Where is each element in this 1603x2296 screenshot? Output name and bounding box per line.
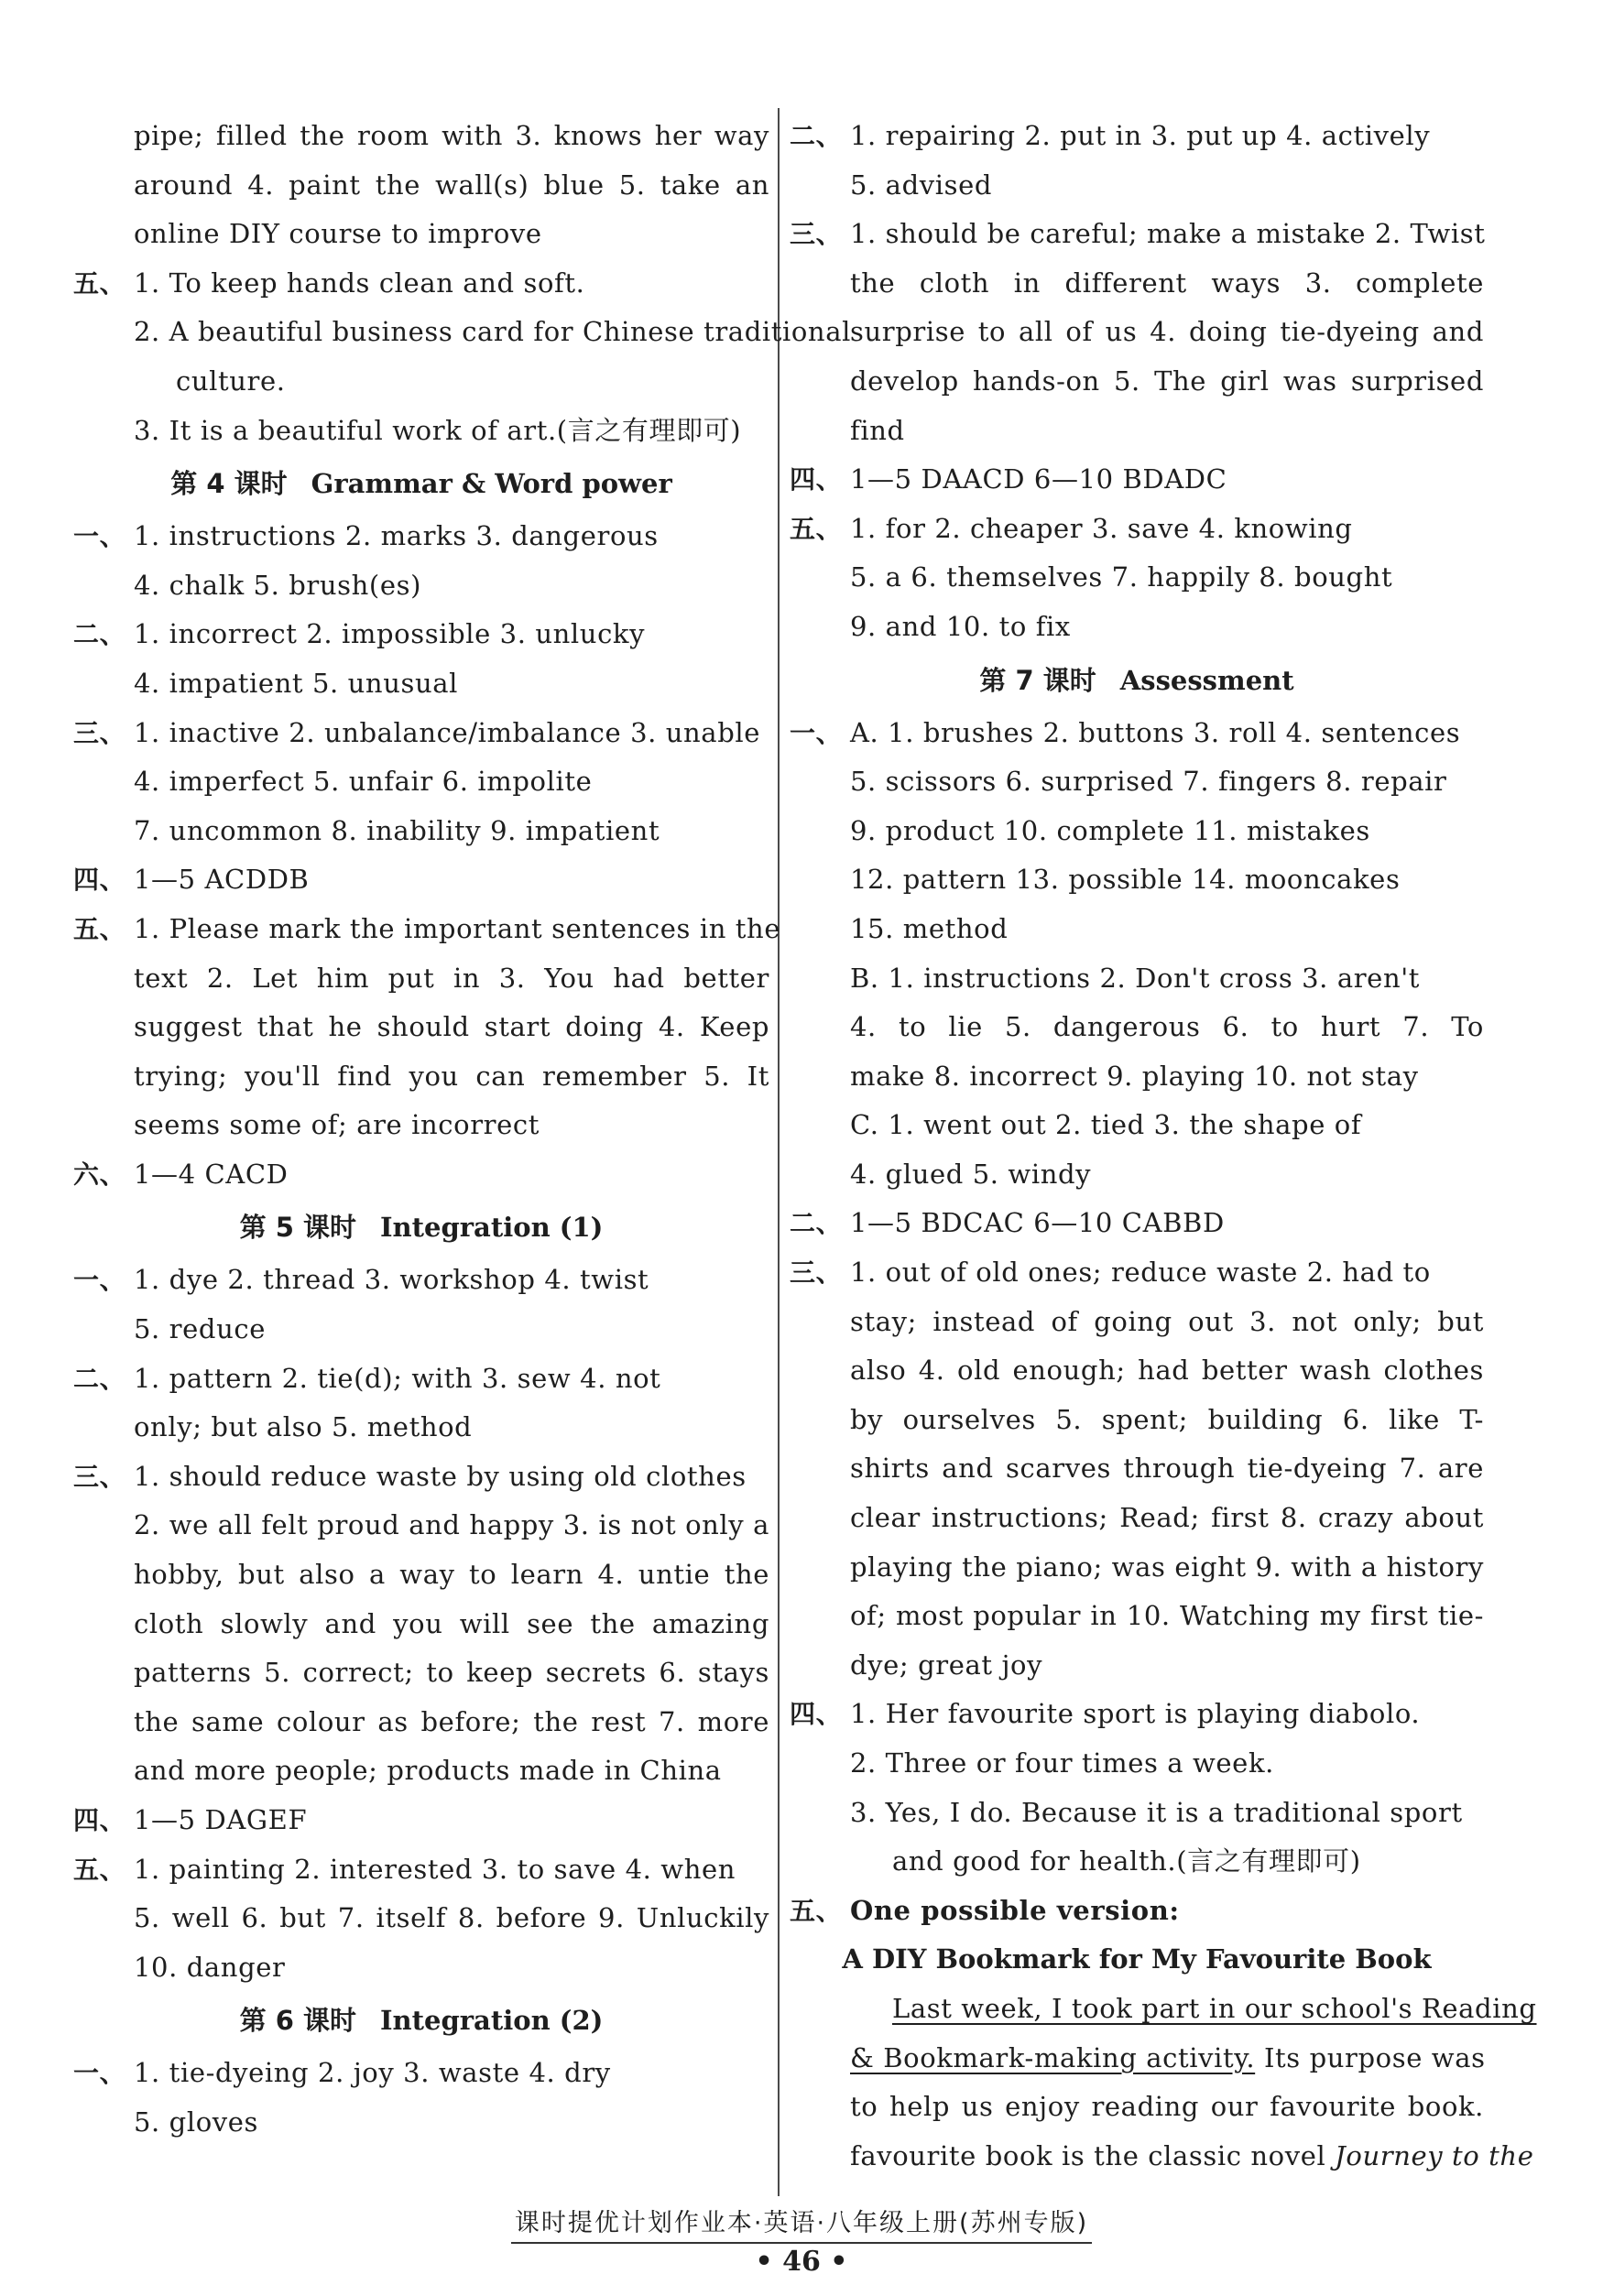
answer-text: 1—5 DAGEF — [134, 1804, 308, 1835]
answer-text: One possible version: — [850, 1894, 1180, 1926]
answer-text: 1—5 DAACD 6—10 BDADC — [850, 463, 1227, 495]
answer-line: hobby, but also a way to learn 4. untie the — [134, 1559, 769, 1591]
answer-text: 1. To keep hands clean and soft. — [134, 267, 585, 299]
answer-line: the same colour as before; the rest 7. more — [134, 1705, 769, 1737]
answer-line: surprise to all of us 4. doing tie-dyeing and — [850, 316, 1484, 348]
section-row — [73, 1355, 769, 1404]
answer-line: 4. chalk 5. brush(es) — [134, 569, 421, 601]
section-marker: 一、 — [73, 2058, 126, 2089]
answer-line: and more people; products made in China — [134, 1755, 722, 1787]
section-row — [790, 210, 1484, 259]
answer-line: playing the piano; was eight 9. with a history — [850, 1551, 1484, 1583]
answer-text: 1. tie-dyeing 2. joy 3. waste 4. dry — [134, 2057, 611, 2089]
section-row — [790, 112, 1484, 161]
underlined-text: Last week, I took part in our school's Reading — [892, 1992, 1537, 2024]
footer-text: 课时提优计划作业本·英语·八年级上册(苏州专版) — [511, 2203, 1092, 2244]
section-marker: 二、 — [73, 1363, 126, 1394]
lesson-heading — [73, 1199, 769, 1256]
section-row — [790, 1887, 1484, 1936]
section-marker: 一、 — [73, 521, 126, 552]
answer-line: 10. danger — [134, 1951, 286, 1983]
answer-line: online DIY course to improve — [134, 218, 542, 250]
answer-line: 15. method — [850, 912, 1009, 944]
answer-line: C. 1. went out 2. tied 3. the shape of — [850, 1109, 1362, 1141]
answer-text: 1. Please mark the important sentences in the — [134, 912, 781, 944]
answer-line: patterns 5. correct; to keep secrets 6. stays — [134, 1657, 769, 1689]
answer-line: 5. advised — [850, 169, 993, 201]
essay-text: Its purpose was — [1255, 2041, 1486, 2073]
answer-line: clear instructions; Read; first 8. crazy about — [850, 1502, 1484, 1534]
section-marker: 二、 — [790, 1208, 843, 1239]
answer-line: stay; instead of going out 3. not only; but — [850, 1305, 1484, 1337]
answer-text: 1. for 2. cheaper 3. save 4. knowing — [850, 512, 1353, 544]
answer-line: around 4. paint the wall(s) blue 5. take an — [134, 169, 769, 201]
section-marker: 五、 — [73, 267, 126, 299]
answer-line: suggest that he should start doing 4. Keep — [134, 1011, 769, 1043]
section-marker: 一、 — [73, 1265, 126, 1296]
section-marker: 四、 — [73, 865, 126, 896]
section-row — [790, 1690, 1484, 1739]
answer-line: only; but also 5. method — [134, 1411, 473, 1443]
section-row — [790, 505, 1484, 554]
answer-text: 1—4 CACD — [134, 1158, 289, 1190]
answer-line: 7. uncommon 8. inability 9. impatient — [134, 814, 660, 846]
essay-text: favourite book is the classic novel — [850, 2139, 1336, 2171]
section-row — [73, 1150, 769, 1200]
answer-line: 3. Yes, I do. Because it is a traditional sport — [850, 1796, 1463, 1828]
answer-text: 1—5 BDCAC 6—10 CABBD — [850, 1207, 1225, 1239]
section-marker: 三、 — [790, 1257, 843, 1289]
section-marker: 四、 — [790, 464, 843, 495]
answer-line: 5. well 6. but 7. itself 8. before 9. Unluckily — [134, 1902, 769, 1934]
section-row — [790, 709, 1484, 758]
section-marker: 四、 — [790, 1699, 843, 1730]
lesson-title: Integration (1) — [379, 1212, 604, 1244]
lesson-heading — [73, 1992, 769, 2049]
section-row — [790, 1248, 1484, 1298]
column-divider — [778, 108, 780, 2196]
section-marker: 二、 — [790, 121, 843, 151]
section-row — [73, 905, 781, 954]
lesson-number: 第 6 课时 — [239, 2005, 356, 2037]
section-row — [73, 1796, 769, 1845]
right-column — [790, 112, 1537, 2181]
answer-text: 1. out of old ones; reduce waste 2. had to — [850, 1257, 1431, 1289]
section-row — [73, 855, 769, 905]
answer-line: 12. pattern 13. possible 14. mooncakes — [850, 864, 1401, 896]
answer-line: by ourselves 5. spent; building 6. like T- — [850, 1403, 1484, 1435]
section-row — [73, 1845, 769, 1895]
section-row — [790, 1199, 1484, 1248]
section-row — [73, 1256, 769, 1305]
left-column — [73, 112, 851, 2148]
answer-line: 9. product 10. complete 11. mistakes — [850, 814, 1370, 846]
section-marker: 五、 — [73, 913, 126, 944]
answer-line: 5. gloves — [134, 2106, 259, 2138]
answer-text: 1. repairing 2. put in 3. put up 4. actively — [850, 120, 1431, 151]
answer-line: make 8. incorrect 9. playing 10. not stay — [850, 1060, 1419, 1092]
answer-line: 4. glued 5. windy — [850, 1158, 1092, 1190]
answer-line: the cloth in different ways 3. complete — [850, 267, 1484, 299]
answer-line: 2. we all felt proud and happy 3. is not only a — [134, 1509, 769, 1541]
answer-line: of; most popular in 10. Watching my first tie- — [850, 1600, 1484, 1632]
answer-text: 1. inactive 2. unbalance/imbalance 3. unable — [134, 716, 760, 748]
answer-text: A. 1. brushes 2. buttons 3. roll 4. sentences — [850, 716, 1461, 748]
section-marker: 三、 — [73, 717, 126, 748]
section-marker: 五、 — [73, 1854, 126, 1885]
lesson-heading — [73, 455, 769, 512]
answer-line: text 2. Let him put in 3. You had better — [134, 962, 769, 994]
footer-title — [0, 2203, 1603, 2244]
answer-line: 5. reduce — [134, 1313, 266, 1345]
section-marker: 六、 — [73, 1159, 126, 1190]
essay-line — [790, 1985, 1537, 2034]
section-row — [73, 610, 769, 659]
answer-line: 2. Three or four times a week. — [850, 1747, 1274, 1779]
answer-line: 3. It is a beautiful work of art.(言之有理即可) — [134, 414, 742, 446]
answer-line: pipe; filled the room with 3. knows her way — [134, 120, 769, 151]
section-marker: 三、 — [73, 1461, 126, 1492]
essay-line — [790, 2132, 1534, 2182]
answer-line: seems some of; are incorrect — [134, 1109, 540, 1141]
answer-line: 2. A beautiful business card for Chinese traditional — [134, 316, 851, 348]
section-row — [790, 455, 1484, 505]
section-marker: 五、 — [790, 1895, 843, 1926]
section-row — [73, 709, 769, 758]
answer-line: 4. to lie 5. dangerous 6. to hurt 7. To — [850, 1011, 1484, 1043]
lesson-title: Assessment — [1119, 664, 1294, 696]
answer-line: cloth slowly and you will see the amazing — [134, 1607, 769, 1639]
section-marker: 四、 — [73, 1805, 126, 1835]
essay-line — [790, 2034, 1484, 2084]
section-marker: 二、 — [73, 619, 126, 650]
lesson-number: 第 5 课时 — [239, 1212, 356, 1244]
essay-line: to help us enjoy reading our favourite book. — [850, 2091, 1484, 2123]
answer-text: 1. dye 2. thread 3. workshop 4. twist — [134, 1264, 649, 1296]
answer-line: shirts and scarves through tie-dyeing 7. are — [850, 1453, 1484, 1485]
answer-line: trying; you'll find you can remember 5. It — [134, 1060, 769, 1092]
answer-line: B. 1. instructions 2. Don't cross 3. aren't — [850, 962, 1421, 994]
lesson-number: 第 7 课时 — [979, 664, 1096, 696]
answer-text: 1. should be careful; make a mistake 2. Twist — [850, 218, 1486, 250]
lesson-title: Grammar & Word power — [311, 468, 672, 500]
answer-line: also 4. old enough; had better wash clothes — [850, 1355, 1484, 1387]
section-marker: 三、 — [790, 219, 843, 250]
answer-line: 4. impatient 5. unusual — [134, 667, 458, 699]
answer-text: 1. incorrect 2. impossible 3. unlucky — [134, 618, 646, 650]
answer-line: 5. a 6. themselves 7. happily 8. bought — [850, 561, 1393, 593]
page-number: • 46 • — [755, 2246, 848, 2278]
section-row — [73, 512, 769, 561]
answer-text: 1. instructions 2. marks 3. dangerous — [134, 520, 659, 552]
essay-title: A DIY Bookmark for My Favourite Book — [842, 1943, 1432, 1975]
lesson-heading — [790, 652, 1484, 709]
answer-line: and good for health.(言之有理即可) — [892, 1845, 1361, 1877]
lesson-number: 第 4 课时 — [170, 468, 288, 500]
answer-text: 1. painting 2. interested 3. to save 4. when — [134, 1853, 736, 1885]
answer-line: 4. imperfect 5. unfair 6. impolite — [134, 766, 593, 798]
answer-line: dye; great joy — [850, 1649, 1043, 1681]
section-row — [73, 259, 769, 309]
answer-line: culture. — [176, 365, 286, 397]
section-marker: 五、 — [790, 513, 843, 544]
section-row — [73, 1453, 769, 1502]
answer-text: 1. Her favourite sport is playing diabolo. — [850, 1698, 1421, 1730]
section-marker: 一、 — [790, 717, 843, 748]
answer-text: 1. pattern 2. tie(d); with 3. sew 4. not — [134, 1362, 661, 1394]
answer-line: find — [850, 414, 905, 446]
answer-line: 9. and 10. to fix — [850, 610, 1071, 642]
answer-text: 1. should reduce waste by using old clothes — [134, 1460, 747, 1492]
section-row — [73, 2049, 769, 2098]
lesson-title: Integration (2) — [379, 2005, 604, 2037]
answer-line: 5. scissors 6. surprised 7. fingers 8. repair — [850, 766, 1447, 798]
underlined-text: & Bookmark-making activity. — [850, 2041, 1256, 2073]
book-title: Journey to the — [1335, 2139, 1534, 2171]
answer-text: 1—5 ACDDB — [134, 864, 310, 896]
answer-line: develop hands-on 5. The girl was surprised — [850, 365, 1484, 397]
